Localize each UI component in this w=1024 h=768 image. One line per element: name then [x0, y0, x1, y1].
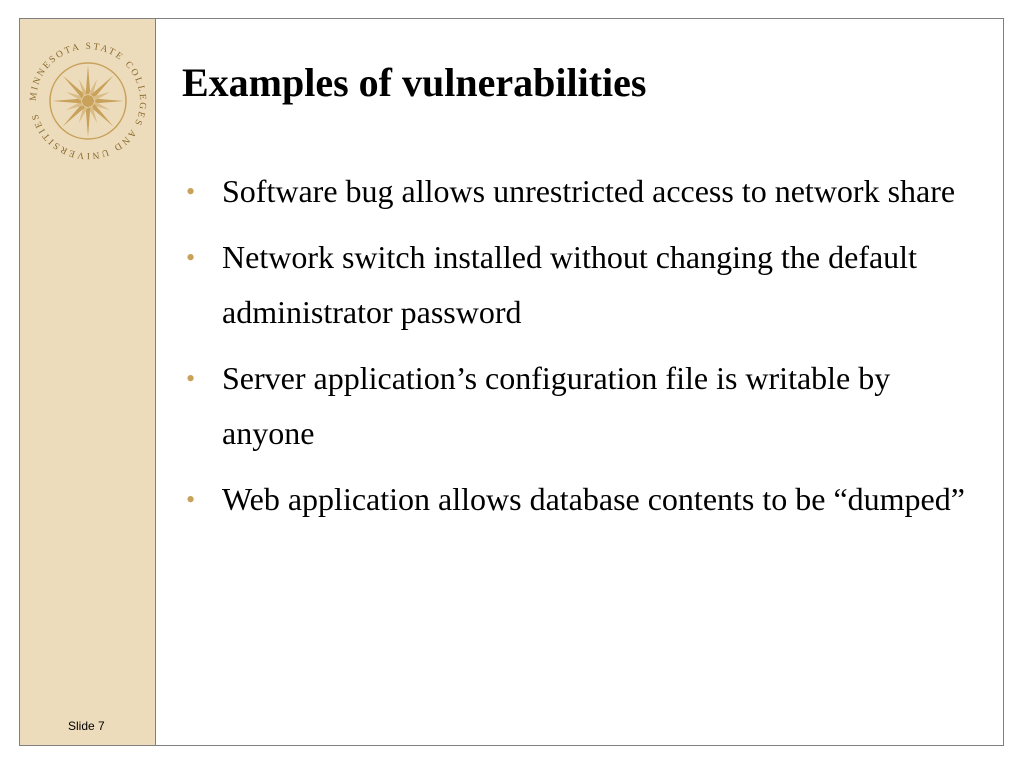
- bullet-item: [182, 351, 982, 461]
- bullet-text: Network switch installed without changing the default administrator password: [222, 239, 917, 330]
- bullet-item: [182, 230, 982, 340]
- bullet-icon: •: [186, 243, 196, 272]
- seal-ray: [86, 108, 91, 137]
- bullet-icon: •: [186, 485, 196, 514]
- bullet-text: Web application allows database contents to be “dumped”: [222, 481, 965, 517]
- bullet-list: [182, 164, 982, 538]
- minnesota-state-seal-logo: [24, 37, 152, 165]
- bullet-text: Software bug allows unrestricted access to network share: [222, 173, 956, 209]
- seal-ray: [52, 99, 81, 104]
- slide-number: Slide 7: [68, 719, 105, 733]
- slide: [19, 18, 1004, 746]
- bullet-text: Server application’s configuration file is writable by anyone: [222, 360, 891, 451]
- svg-text:MINNESOTA STATE COLLEGES AND U: MINNESOTA STATE COLLEGES AND UNIVERSITIES: [28, 41, 148, 161]
- seal-ray: [86, 65, 91, 94]
- sidebar: [20, 19, 156, 745]
- bullet-icon: •: [186, 177, 196, 206]
- bullet-item: [182, 164, 982, 219]
- slide-title: Examples of vulnerabilities: [182, 60, 647, 105]
- bullet-icon: •: [186, 364, 196, 393]
- seal-ray: [95, 99, 124, 104]
- bullet-item: [182, 472, 982, 527]
